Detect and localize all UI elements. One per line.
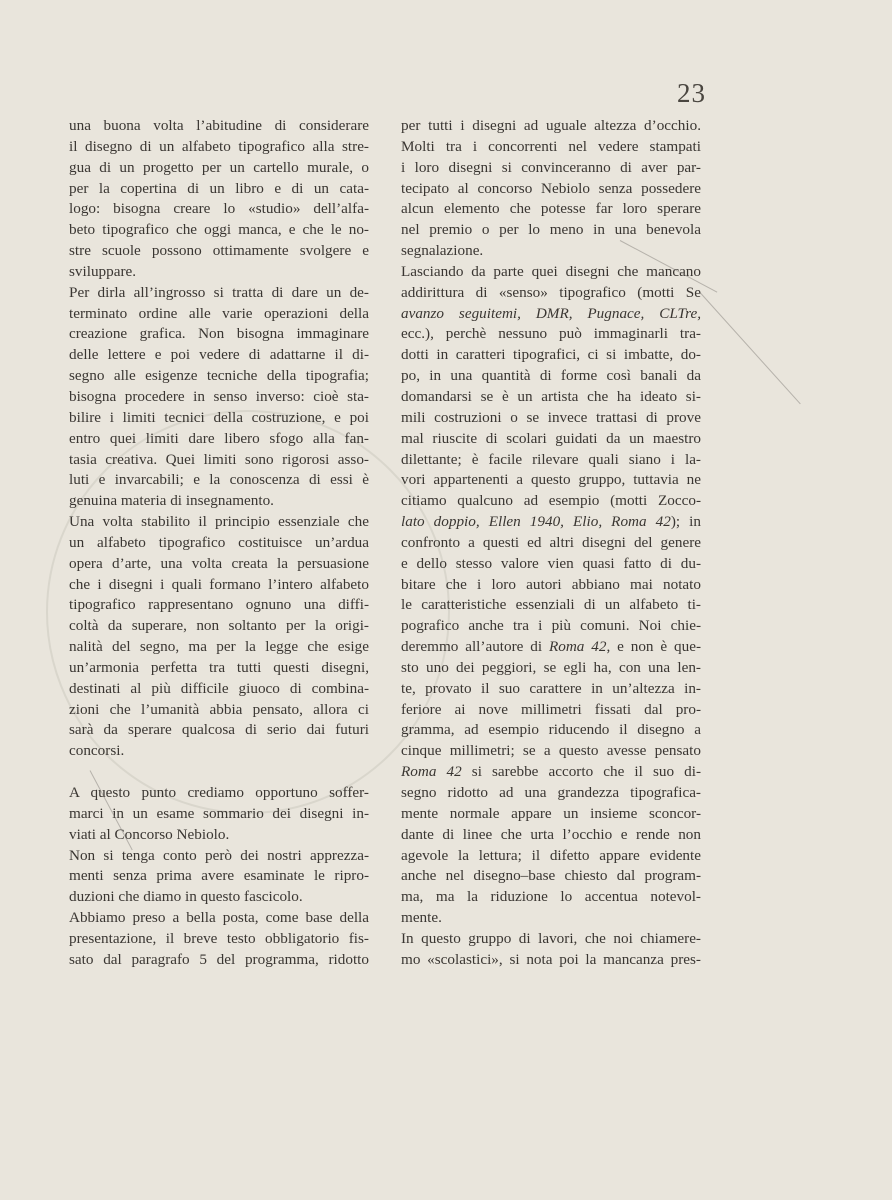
text-line: [69, 554, 369, 575]
text-run: dotti in caratteri tipografici, ci si imbatte, do-: [401, 346, 701, 364]
text-run: si sarebbe accorto che il suo di-: [461, 763, 701, 781]
text-line: [69, 179, 369, 200]
text-line: [69, 116, 369, 137]
text-run: bisogna procedere in senso inverso: cioè sta-: [69, 387, 369, 405]
text-run: mo «scolastici», si nota poi la mancanza pres-: [401, 950, 701, 968]
text-run: alcun elemento che potesse far loro sperare: [401, 200, 701, 218]
text-line: [69, 616, 369, 637]
text-run: feriore ai nove millimetri fissati dal pro-: [401, 700, 701, 718]
text-line: [401, 762, 701, 783]
text-line: [69, 450, 369, 471]
text-line: [401, 158, 701, 179]
text-run: opera d’arte, una volta creata la persuasione: [69, 554, 369, 572]
text-run: terminato ordine alle varie operazioni della: [69, 304, 369, 322]
text-line: [401, 387, 701, 408]
text-line: [401, 116, 701, 137]
text-line: [401, 199, 701, 220]
text-line: [69, 262, 369, 283]
text-line: [401, 345, 701, 366]
text-line: [69, 199, 369, 220]
left-text-column: [69, 116, 369, 971]
italic-text: Roma 42: [401, 763, 462, 781]
text-run: un’armonia perfetta tra tutti questi disegni,: [69, 658, 369, 676]
text-run: stre scuole possono ottimamente svolgere e: [69, 242, 369, 260]
text-run: In questo gruppo di lavori, che noi chiamere-: [401, 929, 701, 947]
text-line: [401, 825, 701, 846]
text-line: [401, 470, 701, 491]
text-line: [69, 825, 369, 846]
italic-text: avanzo seguitemi, DMR, Pugnace, CLTre,: [401, 304, 701, 322]
text-line: [69, 908, 369, 929]
text-line: [69, 741, 369, 762]
text-line: [401, 366, 701, 387]
text-run: concorsi.: [69, 742, 125, 760]
text-run: per la copertina di un libro e di un cata-: [69, 179, 369, 197]
text-line: [401, 616, 701, 637]
text-line: [401, 679, 701, 700]
text-line: [401, 283, 701, 304]
text-line: [401, 575, 701, 596]
text-run: logo: bisogna creare lo «studio» dell’alfa-: [69, 200, 369, 218]
text-run: e dello stesso valore vien quasi fatto di du-: [401, 554, 701, 572]
text-line: [401, 324, 701, 345]
text-line: [69, 158, 369, 179]
text-line: [69, 720, 369, 741]
text-run: marci in un esame sommario dei disegni in-: [69, 804, 369, 822]
text-line: [401, 533, 701, 554]
text-run: gua di un progetto per un cartello murale, o: [69, 158, 369, 176]
text-line: [401, 304, 701, 325]
text-line: [69, 575, 369, 596]
text-run: genuina materia di insegnamento.: [69, 492, 274, 510]
text-run: , e non è que-: [606, 638, 701, 656]
text-line: [69, 658, 369, 679]
text-run: entro quei limiti dare libero sfogo alla fan-: [69, 429, 369, 447]
text-line: [401, 929, 701, 950]
text-line: [69, 345, 369, 366]
text-run: ma, ma la riduzione lo accentua notevol-: [401, 888, 701, 906]
text-run: Abbiamo preso a bella posta, come base della: [69, 909, 369, 927]
text-run: tasia creativa. Quei limiti sono rigorosi asso-: [69, 450, 369, 468]
text-line: [69, 491, 369, 512]
text-line: [401, 491, 701, 512]
text-run: ); in: [670, 513, 701, 531]
text-line: [69, 324, 369, 345]
text-run: tipografico rappresentano ognuno una diffi-: [69, 596, 369, 614]
text-line: [401, 908, 701, 929]
text-run: sviluppare.: [69, 262, 137, 280]
text-run: mal riuscite di scolari guidati da un maestro: [401, 429, 701, 447]
text-run: segno alle esigenze tecniche della tipografia;: [69, 367, 369, 385]
text-line: [401, 179, 701, 200]
text-run: sato dal paragrafo 5 del programma, ridotto: [69, 950, 369, 968]
text-line: [401, 137, 701, 158]
text-run: addirittura di «senso» tipografico (motti Se: [401, 283, 701, 301]
text-run: che i disegni i quali formano l’intero alfabeto: [69, 575, 369, 593]
italic-text: Roma 42: [548, 638, 607, 656]
paragraph-gap: [69, 762, 369, 783]
text-line: [69, 512, 369, 533]
text-line: [69, 366, 369, 387]
text-run: beto tipografico che oggi manca, e che le no-: [69, 221, 369, 239]
text-run: Per dirla all’ingrosso si tratta di dare un de-: [69, 283, 369, 301]
text-run: zioni che l’umanità abbia pensato, allora ci: [69, 700, 369, 718]
text-line: [69, 783, 369, 804]
text-line: [401, 595, 701, 616]
text-run: una buona volta l’abitudine di considerare: [69, 117, 369, 134]
text-run: viati al Concorso Nebiolo.: [69, 825, 230, 843]
text-run: nel premio o per lo meno in una benevola: [401, 221, 701, 239]
text-run: Lasciando da parte quei disegni che mancano: [401, 262, 701, 280]
italic-text: lato doppio, Ellen 1940, Elio, Roma 42: [401, 513, 671, 531]
text-line: [401, 554, 701, 575]
text-run: menti senza prima avere esaminate le ripro-: [69, 867, 369, 885]
text-run: cinque millimetri; se a questo avesse pensato: [401, 742, 701, 760]
text-line: [401, 700, 701, 721]
text-line: [69, 866, 369, 887]
text-run: creazione grafica. Non bisogna immaginare: [69, 325, 369, 343]
text-line: [69, 846, 369, 867]
text-run: coltà da superare, non soltanto per la origi-: [69, 617, 369, 635]
text-run: dilettante; è facile rilevare quali siano i la-: [401, 450, 701, 468]
text-line: [401, 720, 701, 741]
text-line: [69, 220, 369, 241]
text-run: sarà da sperare qualcosa di serio dai futuri: [69, 721, 369, 739]
text-line: [69, 241, 369, 262]
text-line: [401, 866, 701, 887]
text-line: [69, 470, 369, 491]
text-run: mente normale appare un insieme sconcor-: [401, 804, 701, 822]
text-run: tecipato al concorso Nebiolo senza possedere: [401, 179, 701, 197]
page-number: 23: [677, 78, 706, 108]
text-run: i loro disegni si convinceranno di aver par-: [401, 158, 701, 176]
text-line: [69, 679, 369, 700]
text-run: destinati al più difficile giuoco di combina-: [69, 679, 369, 697]
text-line: [401, 846, 701, 867]
text-line: [401, 429, 701, 450]
text-line: [69, 304, 369, 325]
text-run: bilire i limiti tecnici della costruzione, e poi: [69, 408, 369, 426]
text-line: [69, 950, 369, 971]
text-run: ecc.), perchè nessuno può immaginarli tra-: [401, 325, 701, 343]
text-run: domandarsi se è un artista che ha ideato si-: [401, 387, 701, 405]
text-line: [69, 408, 369, 429]
text-line: [69, 929, 369, 950]
text-run: un alfabeto tipografico costituisce un’ardua: [69, 533, 369, 551]
text-run: il disegno di un alfabeto tipografico alla stre-: [69, 137, 369, 155]
text-line: [401, 408, 701, 429]
text-run: presentazione, il breve testo obbligatorio fis-: [69, 929, 369, 947]
text-run: duzioni che diamo in questo fascicolo.: [69, 888, 303, 906]
text-run: vori appartenenti a questo gruppo, tuttavia ne: [401, 471, 701, 489]
pencil-mark: [700, 292, 801, 404]
text-line: [401, 450, 701, 471]
text-line: [401, 220, 701, 241]
text-line: [69, 387, 369, 408]
text-line: [401, 637, 701, 658]
text-line: [401, 783, 701, 804]
text-run: nalità del segno, ma per la legge che esige: [69, 638, 369, 656]
text-run: A questo punto crediamo opportuno soffer-: [69, 784, 369, 801]
text-run: sto uno dei peggiori, se egli ha, con una len-: [401, 658, 701, 676]
text-line: [69, 283, 369, 304]
text-run: dante di linee che urta l’occhio e rende non: [401, 825, 701, 843]
text-run: gramma, ad esempio riducendo il disegno a: [401, 721, 701, 739]
text-run: po, in una quantità di forme così banali da: [401, 367, 701, 385]
text-line: [69, 429, 369, 450]
text-run: luti e invarcabili; e la conoscenza di essi è: [69, 471, 369, 489]
text-run: per tutti i disegni ad uguale altezza d’occhio.: [401, 117, 701, 134]
text-line: [401, 512, 701, 533]
text-line: [401, 262, 701, 283]
text-line: [401, 741, 701, 762]
text-run: bitare che i loro autori abbiano mai notato: [401, 575, 701, 593]
text-run: anche nel disegno–base chiesto dal program-: [401, 867, 701, 885]
text-line: [69, 887, 369, 908]
text-run: mili costruzioni o se invece trattasi di prove: [401, 408, 701, 426]
text-run: Non si tenga conto però dei nostri apprezza-: [69, 846, 369, 864]
text-run: mente.: [401, 909, 442, 927]
text-line: [401, 804, 701, 825]
text-run: confronto a questi ed altri disegni del genere: [401, 533, 701, 551]
text-run: segnalazione.: [401, 242, 484, 260]
text-run: delle lettere e poi vedere di adattarne il di-: [69, 346, 369, 364]
text-line: [69, 700, 369, 721]
text-line: [69, 595, 369, 616]
text-run: citiamo qualcuno ad esempio (motti Zocco-: [401, 492, 701, 510]
text-run: pografico anche tra i più comuni. Noi chie-: [401, 617, 701, 635]
text-run: agevole la lettura; il difetto appare evidente: [401, 846, 701, 864]
text-run: Molti tra i concorrenti nel vedere stampati: [401, 137, 701, 155]
text-line: [69, 137, 369, 158]
text-line: [69, 533, 369, 554]
text-line: [69, 637, 369, 658]
text-run: deremmo all’autore di: [401, 638, 549, 656]
text-run: Una volta stabilito il principio essenziale che: [69, 513, 369, 531]
text-run: segno ridotto ad una grandezza tipografica-: [401, 784, 701, 801]
text-line: [401, 950, 701, 971]
right-text-column: [401, 116, 701, 971]
text-line: [401, 887, 701, 908]
text-run: te, provato il suo carattere in un’altezza in-: [401, 679, 701, 697]
text-line: [401, 658, 701, 679]
text-run: le caratteristiche essenziali di un alfabeto ti-: [401, 596, 701, 614]
